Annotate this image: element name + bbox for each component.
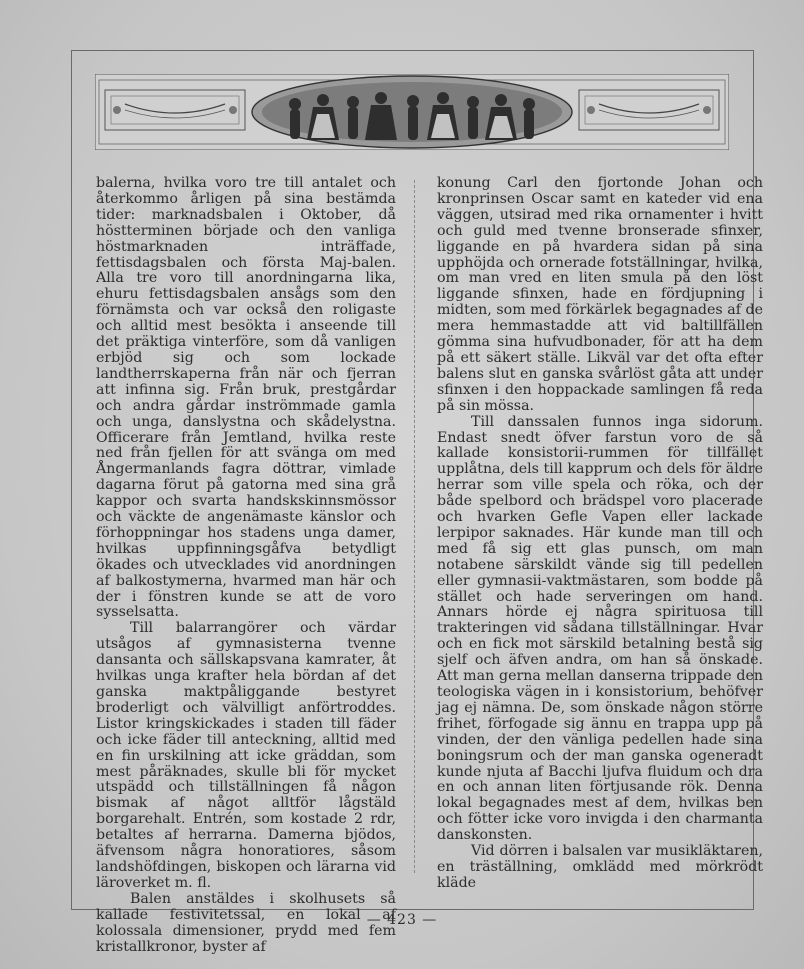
ball-dance-engraving [95, 74, 729, 150]
right-paragraph-3: Vid dörren i balsalen var musikläktaren, en träställning, omklädd med mörkrödt kläde [437, 843, 763, 891]
column-divider [414, 180, 415, 873]
left-paragraph-3: Balen anstäldes i skolhusets så kallade festivitetssal, en lokal af kolossala dimensioner, prydd med fem kristallkronor, byster af [96, 890, 396, 955]
page-number: — 423 — [366, 912, 438, 928]
left-paragraph-2: Till balarrangörer och värdar utsågos af gymnasisterna tvenne dansanta och sällskapsvana kamrater, åt hvilkas unga krafter hela bördan af det ganska maktpåliggande bestyret broderligt och välvilligt anförtroddes. Listor kringskickades i staden till fäder och icke fäder till anteckning, alltid med en fin urskilning att icke gräddan, som mest påräknades, skulle bli för mycket utspädd och tillställningen få någon bismak af något alltför lågstäld borgarehalt. Entrén, som kostade 2 rdr, betaltes af herrarna. Damerna bjödos, äfvensom några honoratiores, såsom landshöfdingen, biskopen och lärarna vid läroverket m. fl. [96, 620, 396, 891]
left-text-column [96, 176, 396, 955]
right-paragraph-1: konung Carl den fjortonde Johan och kronprinsen Oscar samt en kateder vid ena väggen, utsirad med rika ornamenter i hvitt och guld med tvenne bronserade sfinxer, liggande en på hvardera sidan på sina upphöjda och ornerade fotställningar, hvilka, om man vred en liten smula på den löst liggande sfinxen, hade en fördjupning i midten, som med förkärlek begagnades af de mera hemmastadde att vid baltillfällen gömma sina hufvudbonader, för att ha dem på ett säkert ställe. Likväl var det ofta efter balens slut en ganska svårlöst gåta att under sfinxen i den hoppackade samlingen få reda på sin mössa. [437, 175, 763, 414]
left-paragraph-1: balerna, hvilka voro tre till antalet och återkommo årligen på sina bestämda tider: marknadsbalen i Oktober, då höstterminen började och den vanliga höstmarknaden inträffade, fettisdagsbalen och första Maj-balen. Alla tre voro till anordningarna lika, ehuru fettisdagsbalen ansågs som den förnämsta och var också den roligaste och alltid mest besökta i anseende till det präktiga vinterföre, som då vanligen erbjöd sig och som lockade landtherrskaperna från när och fjerran att infinna sig. Från bruk, prestgårdar och andra gårdar inströmmade gamla och unga, danslystna och skådelystna. Officerare från Jemtland, hvilka reste ned från fjellen för att svänga om med Ångermanlands fagra döttrar, vimlade dagarna förut på gatorna med sina grå kappor och svarta handskskinnsmössor och väckte de angenämaste känslor och förhoppningar hos stadens unga damer, hvilkas uppfinningsgåfva betydligt ökades och utvecklades vid anordningen af balkostymerna, hvarmed man här och der i fönstren kunde se att de voro sysselsatta. [96, 175, 396, 621]
right-paragraph-2: Till danssalen funnos inga sidorum. Endast snedt öfver farstun voro de så kallade konsistorii-rummen för tillfället upplåtna, dels till kapprum och dels för äldre herrar som ville spela och röka, och der både spelbord och brädspel voro placerade och hvarken Gefle Vapen eller lackade lerpipor saknades. Här kunde man till och med få sig ett glas punsch, om man notabene särskildt vände sig till pedellen eller gymnasii-vaktmästaren, som bodde på stället och hade serveringen om hand. Annars hörde ej några spirituosa till trakteringen vid sådana tillställningar. Hvar och en fick mot särskild betalning bestå sig sjelf och äfven andra, om han så önskade. Att man gerna mellan danserna trippade den teologiska vägen in i konsistorium, behöfver jag ej nämna. De, som önskade någon större frihet, förfogade sig ännu en trappa upp på vinden, der den vänliga pedellen hade sina boningsrum och der man ganska ogeneradt kunde njuta af Bacchi ljufva fluidum och dra en och annan liten förtjusande rök. Denna lokal begagnades mest af dem, hvilkas ben och fötter icke voro invigda i den charmanta danskonsten. [437, 413, 763, 844]
right-text-column [437, 176, 763, 892]
header-illustration [95, 74, 729, 150]
